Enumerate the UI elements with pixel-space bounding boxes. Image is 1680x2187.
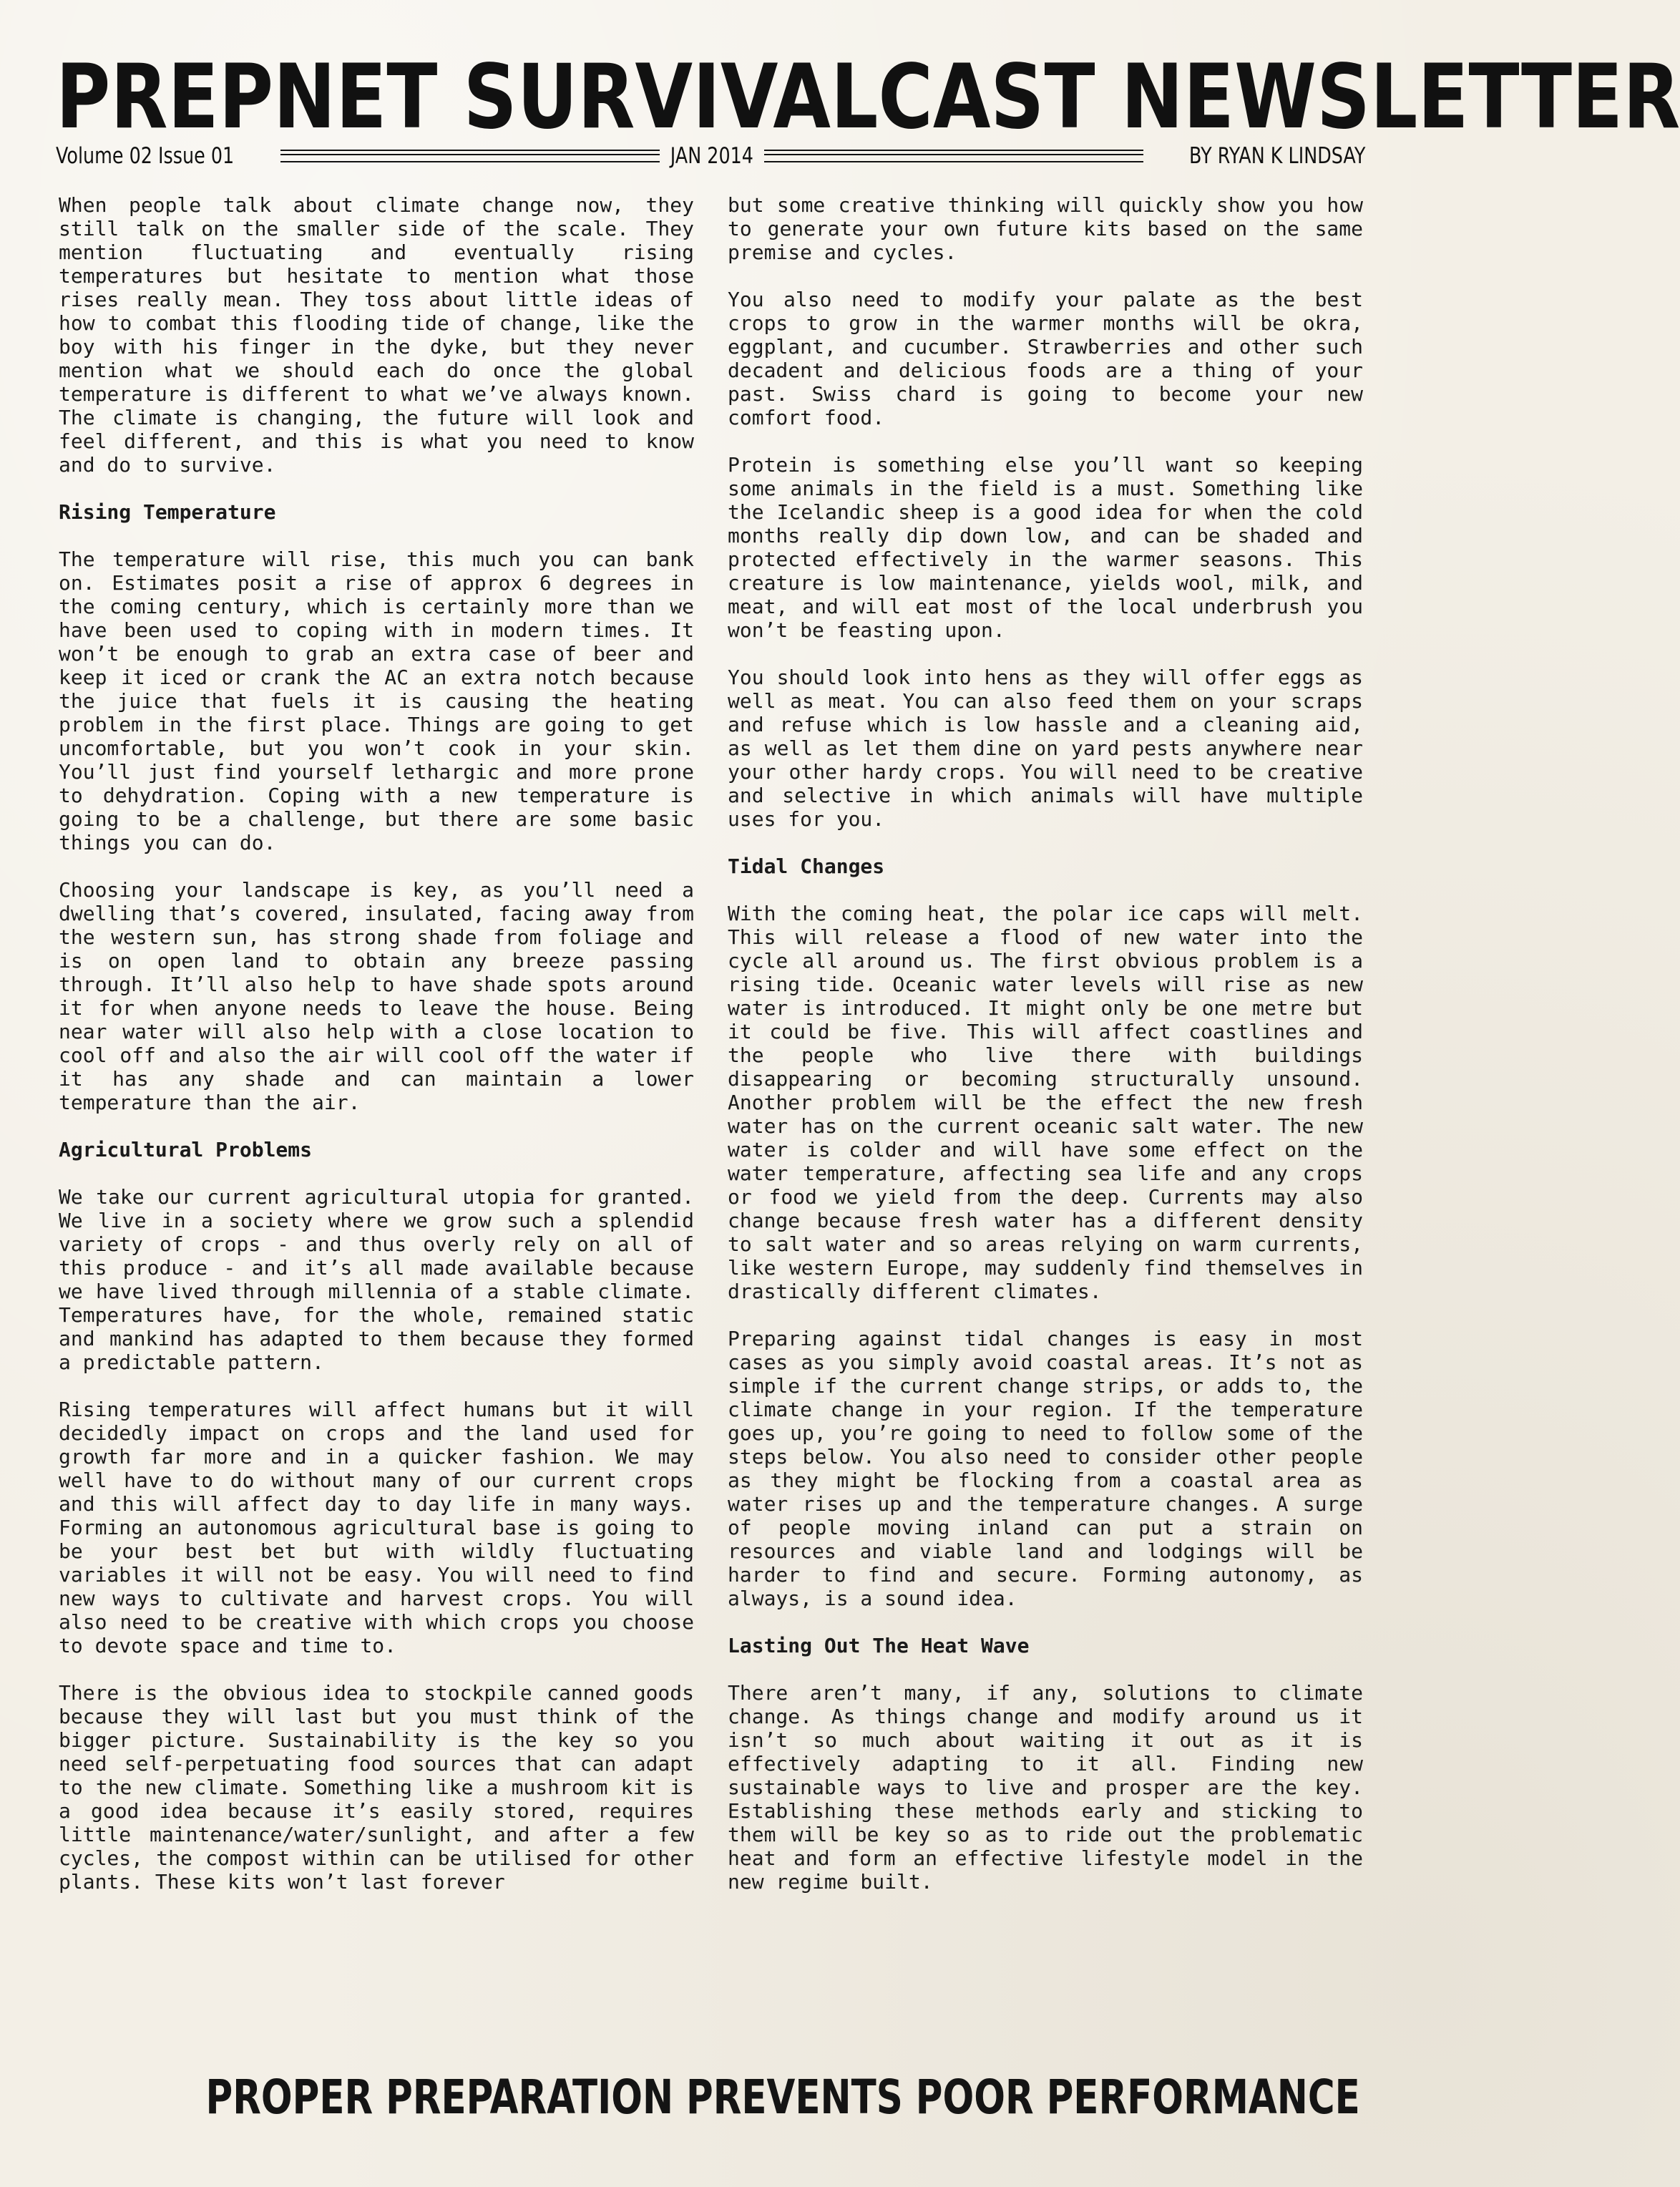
paragraph: but some creative thinking will quickly show you how to generate your own future kits based on the same premise and cycles. — [728, 193, 1363, 264]
paragraph: There aren’t many, if any, solutions to climate change. As things change and modify around us it isn’t so much about waiting it out as it is effectively adapting to it all. Finding new sustainable ways to live and prosper are the key. Establishing these methods early and sticking to them will be key so as to ride out the problematic heat and form an effective lifestyle model in the new regime built. — [728, 1681, 1363, 1894]
paragraph: Rising temperatures will affect humans but it will decidedly impact on crops and the land used for growth far more and in a quicker fashion. We may well have to do without many of our current crops and this will affect day to day life in many ways. Forming an autonomous agricultural base is going to be your best bet but with wildly fluctuating variables it will not be easy. You will need to find new ways to cultivate and harvest crops. You will also need to be creative with which crops you choose to devote space and time to. — [59, 1398, 694, 1657]
paragraph: Preparing against tidal changes is easy in most cases as you simply avoid coastal areas. It’s not as simple if the current change strips, or adds to, the climate change in your region. If the temperature goes up, you’re going to need to follow some of the steps below. You also need to consider other people as they might be flocking from a coastal area as water rises up and the temperature changes. A surge of people moving inland can put a strain on resources and viable land and lodgings will be harder to find and secure. Forming autonomy, as always, is a sound idea. — [728, 1327, 1363, 1610]
paragraph: With the coming heat, the polar ice caps will melt. This will release a flood of new water into the cycle all around us. The first obvious problem is a rising tide. Oceanic water levels will rise as new water is introduced. It might only be one metre but it could be five. This will affect coastlines and the people who live there with buildings disappearing or becoming structurally unsound. Another problem will be the effect the new fresh water has on the current oceanic salt water. The new water is colder and will have some effect on the water temperature, affecting sea life and any crops or food we yield from the deep. Currents may also change because fresh water has a different density to salt water and so areas relying on warm currents, like western Europe, may suddenly find themselves in drastically different climates. — [728, 902, 1363, 1303]
newsletter-title: PREPNET SURVIVALCAST NEWSLETTER — [56, 46, 1680, 149]
paragraph: Protein is something else you’ll want so keeping some animals in the field is a must. Something like the Icelandic sheep is a good idea for when the cold months really dip down low, and can be shaded and protected effectively in the warmer seasons. This creature is low maintenance, yields wool, milk, and meat, and will eat most of the local underbrush you won’t be feasting upon. — [728, 453, 1363, 642]
paragraph: The temperature will rise, this much you can bank on. Estimates posit a rise of approx 6 degrees in the coming century, which is certainly more than we have been used to coping with in modern times. It won’t be enough to grab an extra case of beer and keep it iced or crank the AC an extra notch because the juice that fuels it is causing the heating problem in the first place. Things are going to get uncomfortable, but you won’t cook in your skin. You’ll just find yourself lethargic and more prone to dehydration. Coping with a new temperature is going to be a challenge, but there are some basic things you can do. — [59, 547, 694, 854]
footer-motto-bar — [43, 2068, 1379, 2125]
divider-rule-right — [764, 150, 1143, 162]
byline: BY RYAN K LINDSAY — [1188, 143, 1366, 169]
paragraph: We take our current agricultural utopia for granted. We live in a society where we grow such a splendid variety of crops - and thus overly rely on all of this produce - and it’s all made available because we have lived through millennia of a stable climate. Temperatures have, for the whole, remained static and mankind has adapted to them because they formed a predictable pattern. — [59, 1185, 694, 1374]
divider-rule-left — [280, 150, 660, 162]
article-column-left — [59, 193, 694, 1894]
volume-issue: Volume 02 Issue 01 — [56, 143, 235, 169]
paragraph: You also need to modify your palate as the best crops to grow in the warmer months will be okra, eggplant, and cucumber. Strawberries and other such decadent and delicious foods are a thing of your past. Swiss chard is going to become your new comfort food. — [728, 288, 1363, 429]
article-column-right — [728, 193, 1363, 1894]
issue-info-bar — [56, 140, 1365, 172]
intro-paragraph: When people talk about climate change now, they still talk on the smaller side of the scale. They mention fluctuating and eventually rising temperatures but hesitate to mention what those rises really mean. They toss about little ideas of how to combat this flooding tide of change, like the boy with his finger in the dyke, but they never mention what we should each do once the global temperature is different to what we’ve always known. The climate is changing, the future will look and feel different, and this is what you need to know and do to survive. — [59, 193, 694, 477]
issue-date: JAN 2014 — [670, 143, 753, 169]
section-heading-agricultural-problems: Agricultural Problems — [59, 1138, 313, 1161]
footer-motto: PROPER PREPARATION PREVENTS POOR PERFORMANCE — [205, 2069, 1360, 2125]
paragraph: You should look into hens as they will offer eggs as well as meat. You can also feed them on your scraps and refuse which is low hassle and a cleaning aid, as well as let them dine on yard pests anywhere near your other hardy crops. You will need to be creative and selective in which animals will have multiple uses for you. — [728, 666, 1363, 831]
section-heading-rising-temperature: Rising Temperature — [59, 500, 276, 524]
paragraph: There is the obvious idea to stockpile canned goods because they will last but you must think of the bigger picture. Sustainability is the key so you need self-perpetuating food sources that can adapt to the new climate. Something like a mushroom kit is a good idea because it’s easily stored, requires little maintenance/water/sunlight, and after a few cycles, the compost within can be utilised for other plants. These kits won’t last forever — [59, 1681, 694, 1894]
section-heading-tidal-changes: Tidal Changes — [728, 854, 885, 878]
section-heading-heat-wave: Lasting Out The Heat Wave — [728, 1634, 1030, 1657]
paragraph: Choosing your landscape is key, as you’ll need a dwelling that’s covered, insulated, facing away from the western sun, has strong shade from foliage and is on open land to obtain any breeze passing through. It’ll also help to have shade spots around it for when anyone needs to leave the house. Being near water will also help with a close location to cool off and also the air will cool off the water if it has any shade and can maintain a lower temperature than the air. — [59, 878, 694, 1114]
